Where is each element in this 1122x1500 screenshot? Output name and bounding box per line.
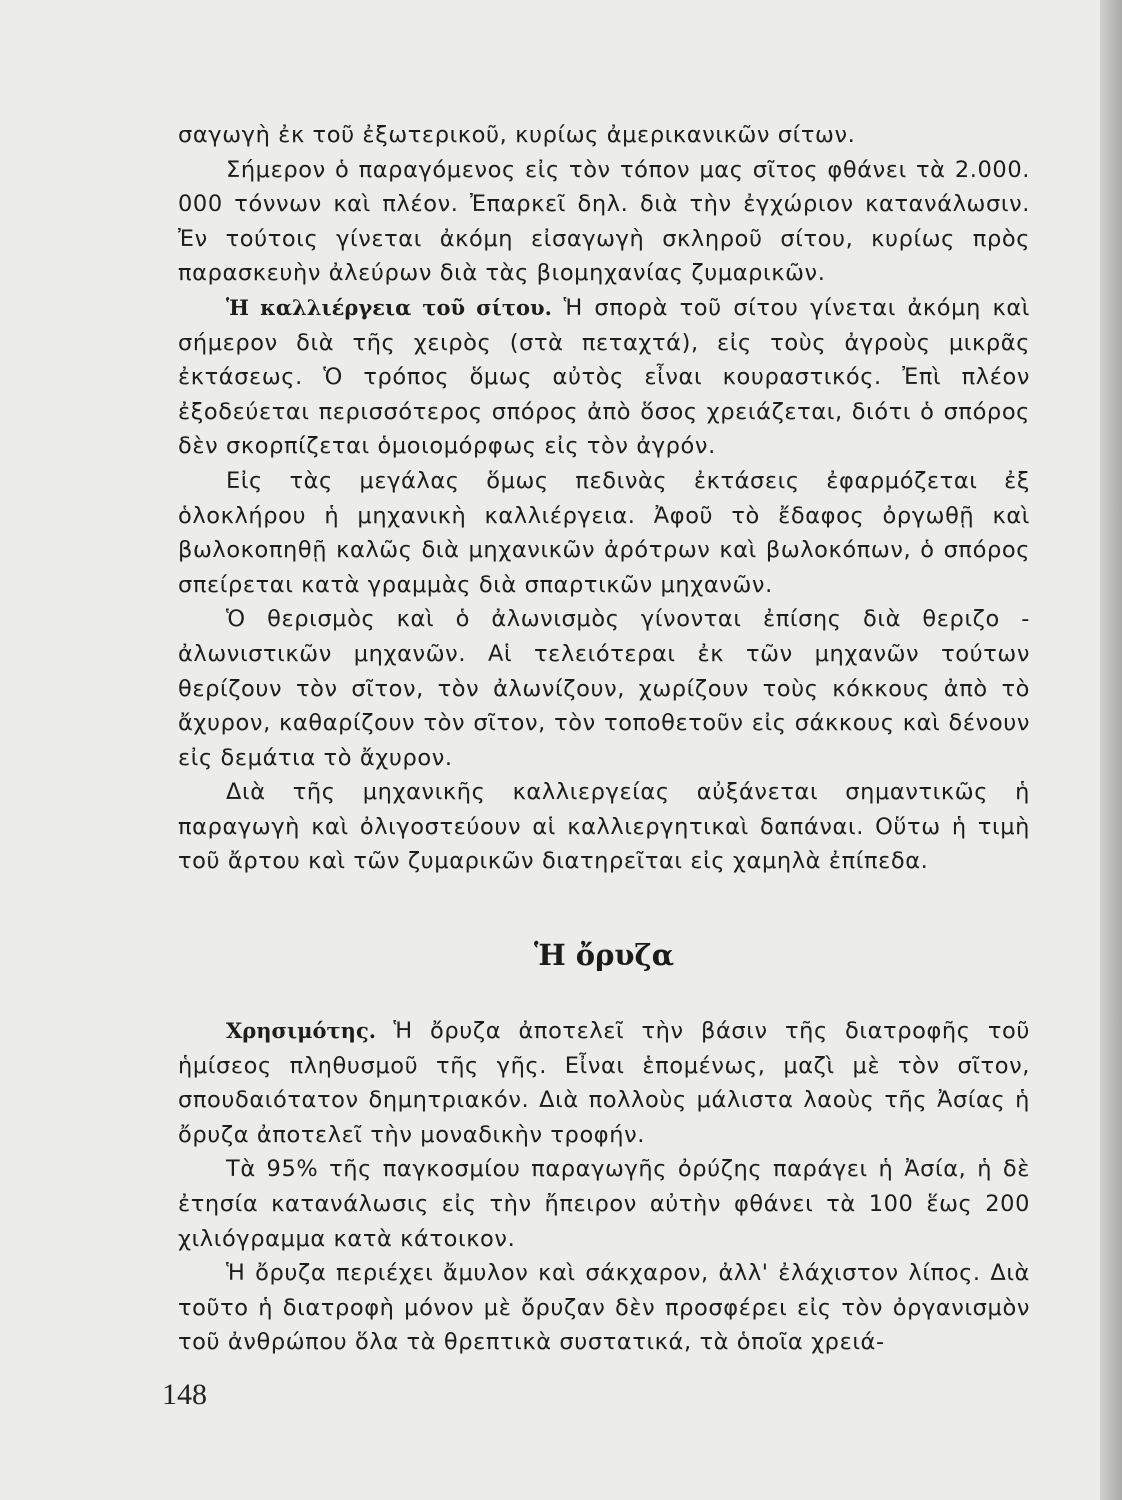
paragraph — [178, 291, 1030, 464]
usefulness-heading: Χρησιμότης. — [226, 1018, 377, 1043]
paragraph-body: Ἡ ὄρυζα ἀποτελεῖ τὴν βάσιν τῆς διατροφῆς τοῦ ἡμίσεος πληθυσμοῦ τῆς γῆς. Εἶναι ἑπομένως, μαζὶ μὲ τὸν σῖτον, σπουδαιότατον δημητριακόν. Διὰ πολλοὺς μάλιστα λαοὺς τῆς Ἀσίας ἡ ὄρυζα ἀποτελεῖ τὴν μοναδικὴν τροφήν. — [178, 1018, 1030, 1148]
paragraph: Ἡ ὄρυζα περιέχει ἄμυλον καὶ σάκχαρον, ἀλλ' ἐλάχιστον λίπος. Διὰ τοῦτο ἡ διατροφὴ μόνον μὲ ὄρυζαν δὲν προσφέρει εἰς τὸν ὀργανισμὸν τοῦ ἀνθρώπου ὅλα τὰ θρεπτικὰ συστατικά, τὰ ὁποῖα χρειά- — [178, 1260, 1030, 1356]
paragraph: Ὁ θερισμὸς καὶ ὁ ἀλωνισμὸς γίνονται ἐπίσης διὰ θεριζο - ἀλωνιστικῶν μηχανῶν. Αἱ τελειότεραι ἐκ τῶν μηχανῶν τούτων θερίζουν τὸν σῖτον, τὸν ἀλωνίζουν, χωρίζουν τοὺς κόκκους ἀπὸ τὸ ἄχυρον, καθαρίζουν τὸν σῖτον, τὸν τοποθετοῦν εἰς σάκκους καὶ δένουν εἰς δεμάτια τὸ ἄχυρον. — [178, 606, 1030, 771]
paragraph-body: Ἡ σπορὰ τοῦ σίτου γίνεται ἀκόμη καὶ σήμερον διὰ τῆς χειρὸς (στὰ πεταχτά), εἰς τοὺς ἀγροὺς μικρᾶς ἐκτάσεως. Ὁ τρόπος ὅμως αὐτὸς εἶναι κουραστικός. Ἐπὶ πλέον ἐξοδεύεται περισσότερος σπόρος ἀπὸ ὅσος χρειάζεται, διότι ὁ σπόρος δὲν σκορπίζεται ὁμοιομόρφως εἰς τὸν ἀγρόν. — [178, 294, 1030, 460]
rice-section-title: Ἡ ὄρυζα — [533, 938, 675, 972]
wheat-text-section — [178, 118, 1030, 879]
page-edge-shadow — [1100, 0, 1122, 1500]
paragraph: Εἰς τὰς μεγάλας ὅμως πεδινὰς ἐκτάσεις ἐφαρμόζεται ἐξ ὁλοκλήρου ἡ μηχανικὴ καλλιέργεια. Ἀφοῦ τὸ ἔδαφος ὀργωθῇ καὶ βωλοκοπηθῇ καλῶς διὰ μηχανικῶν ἀρότρων καὶ βωλοκόπων, ὁ σπόρος σπείρεται κατὰ γραμμὰς διὰ σπαρτικῶν μηχανῶν. — [178, 467, 1030, 598]
paragraph: Τὰ 95% τῆς παγκοσμίου παραγωγῆς ὀρύζης παράγει ἡ Ἀσία, ἡ δὲ ἐτησία κατανάλωσις εἰς τὴν ἤπειρον αὐτὴν φθάνει τὰ 100 ἕως 200 χιλιόγραμμα κατὰ κάτοικον. — [178, 1156, 1030, 1252]
paragraph — [178, 1014, 1030, 1152]
paragraph: σαγωγὴ ἐκ τοῦ ἐξωτερικοῦ, κυρίως ἀμερικανικῶν σίτων. — [178, 122, 856, 148]
paragraph: Διὰ τῆς μηχανικῆς καλλιεργείας αὐξάνεται σημαντικῶς ἡ παραγωγὴ καὶ ὀλιγοστεύουν αἱ καλλιεργητικαὶ δαπάναι. Οὕτω ἡ τιμὴ τοῦ ἄρτου καὶ τῶν ζυμαρικῶν διατηρεῖται εἰς χαμηλὰ ἐπίπεδα. — [178, 779, 1030, 875]
paragraph: Σήμερον ὁ παραγόμενος εἰς τὸν τόπον μας σῖτος φθάνει τὰ 2.000. 000 τόννων καὶ πλέον. Ἐπαρκεῖ δηλ. διὰ τὴν ἐγχώριον κατανάλωσιν. Ἐν τούτοις γίνεται ἀκόμη εἰσαγωγὴ σκληροῦ σίτου, κυρίως πρὸς παρασκευὴν ἀλεύρων διὰ τὰς βιομηχανίας ζυμαρικῶν. — [178, 156, 1030, 287]
rice-text-section — [178, 1014, 1030, 1360]
page-number: 148 — [162, 1378, 207, 1411]
wheat-cultivation-heading: Ἡ καλλιέργεια τοῦ σίτου. — [226, 294, 552, 320]
